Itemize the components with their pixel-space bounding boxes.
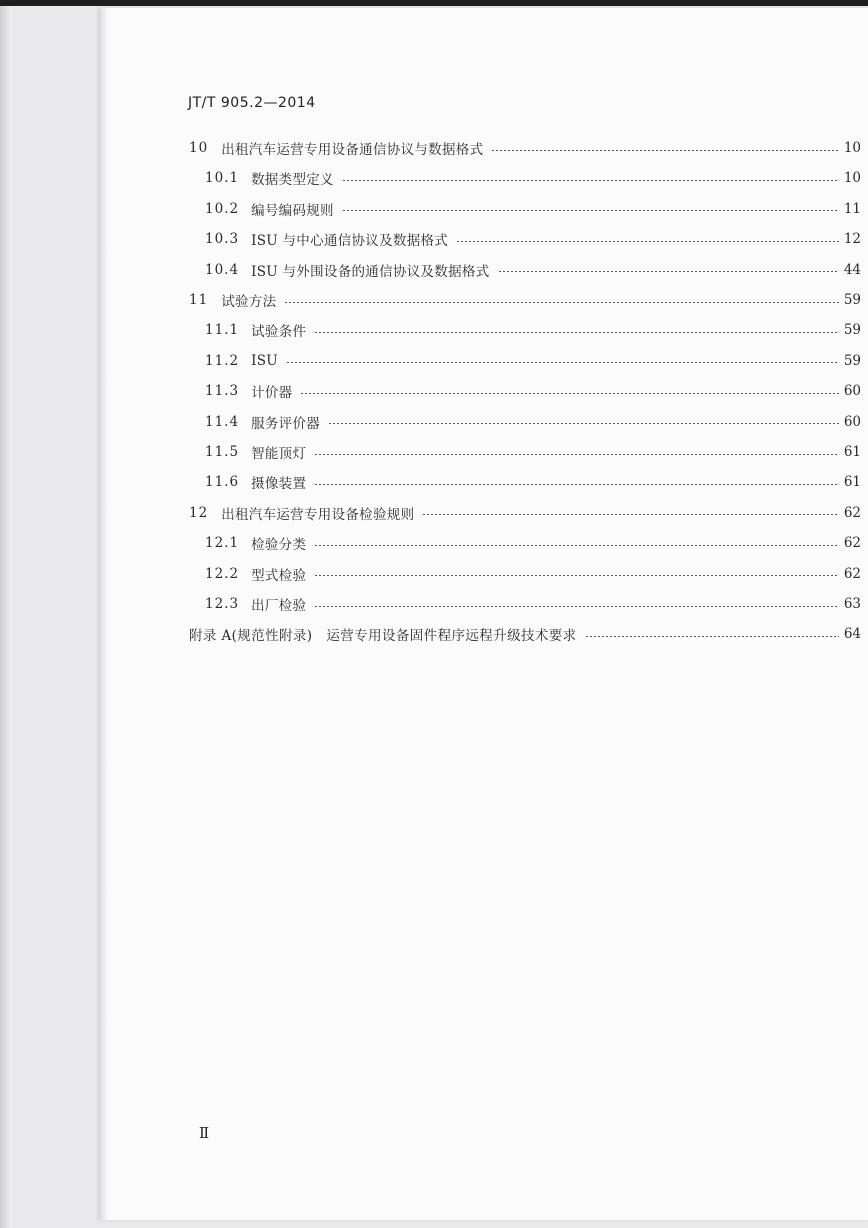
toc-leader-dots xyxy=(314,484,839,485)
toc-entry[interactable] xyxy=(0,619,868,649)
toc-entry-title: 智能顶灯 xyxy=(251,446,307,462)
toc-entry-title: 摄像装置 xyxy=(251,476,307,493)
toc-entry-title: 试验方法 xyxy=(221,294,277,310)
page-number: Ⅱ xyxy=(199,1124,210,1142)
toc-entry-number: 11.2 xyxy=(205,352,240,369)
toc-entry-number: 10.1 xyxy=(205,170,240,187)
toc-entry-page: 10 xyxy=(843,170,861,187)
scan-top-border xyxy=(0,0,868,6)
toc-leader-dots xyxy=(342,180,839,181)
toc-entry-number: 12.3 xyxy=(205,596,240,612)
toc-leader-dots xyxy=(498,271,839,272)
toc-entry-title: 出厂检验 xyxy=(251,598,307,614)
toc-entry[interactable] xyxy=(0,467,868,497)
toc-entry[interactable] xyxy=(0,559,868,589)
toc-entry-page: 44 xyxy=(843,261,861,278)
toc-leader-dots xyxy=(491,150,839,151)
toc-entry-number: 12.1 xyxy=(205,535,240,552)
toc-entry-number: 11.4 xyxy=(205,413,240,430)
toc-entry-page: 60 xyxy=(843,383,861,400)
toc-entry-number: 11.6 xyxy=(205,474,240,491)
toc-entry-title: ISU 与中心通信协议及数据格式 xyxy=(251,233,449,250)
document-id-header: JT/T 905.2—2014 xyxy=(188,95,316,111)
toc-entry-number: 12 xyxy=(189,504,209,521)
toc-leader-dots xyxy=(314,575,839,576)
toc-entry[interactable] xyxy=(0,194,868,224)
toc-entry-page: 61 xyxy=(843,474,861,491)
toc-entry-title: 出租汽车运营专用设备检验规则 xyxy=(221,506,415,523)
toc-entry-title: 附录 A(规范性附录) 运营专用设备固件程序远程升级技术要求 xyxy=(189,628,577,645)
toc-entry-title: 数据类型定义 xyxy=(251,172,334,189)
toc-entry-page: 60 xyxy=(843,413,861,430)
toc-leader-dots xyxy=(456,241,839,242)
toc-leader-dots xyxy=(422,514,839,515)
toc-entry-page: 59 xyxy=(843,352,861,369)
toc-entry-title: 计价器 xyxy=(251,385,293,402)
toc-leader-dots xyxy=(284,302,839,303)
toc-entry-page: 62 xyxy=(843,565,861,582)
toc-entry-number: 11 xyxy=(189,292,209,308)
toc-entry-page: 62 xyxy=(843,535,861,552)
toc-entry-title: 服务评价器 xyxy=(251,415,321,432)
toc-entry-page: 10 xyxy=(843,140,861,156)
toc-entry[interactable] xyxy=(0,376,868,406)
toc-entry-title: ISU xyxy=(251,352,278,369)
toc-entry-title: 编号编码规则 xyxy=(251,202,334,219)
toc-entry-page: 59 xyxy=(843,292,861,308)
toc-leader-dots xyxy=(314,332,839,333)
toc-entry-number: 11.5 xyxy=(205,444,240,460)
toc-entry-title: 型式检验 xyxy=(251,567,307,584)
toc-entry-number: 10 xyxy=(189,140,209,156)
toc-entry-number: 10.4 xyxy=(205,261,240,278)
toc-leader-dots xyxy=(286,362,839,363)
toc-entry[interactable] xyxy=(0,315,868,345)
toc-leader-dots xyxy=(328,423,839,424)
toc-entry[interactable] xyxy=(0,285,868,315)
toc-entry[interactable] xyxy=(0,589,868,619)
toc-entry[interactable] xyxy=(0,346,868,376)
toc-leader-dots xyxy=(314,454,839,455)
toc-entry-number: 10.2 xyxy=(205,200,240,217)
toc-entry-page: 62 xyxy=(843,504,861,521)
toc-leader-dots xyxy=(314,606,839,607)
toc-entry[interactable] xyxy=(0,437,868,467)
toc-entry-page: 11 xyxy=(843,200,861,217)
toc-entry[interactable] xyxy=(0,133,868,163)
toc-entry-page: 61 xyxy=(843,444,861,460)
toc-entry[interactable] xyxy=(0,163,868,193)
toc-entry-page: 64 xyxy=(843,626,861,643)
toc-entry-number: 12.2 xyxy=(205,565,240,582)
toc-entry-page: 59 xyxy=(843,322,861,339)
toc-entry[interactable] xyxy=(0,255,868,285)
toc-entry[interactable] xyxy=(0,407,868,437)
toc-entry[interactable] xyxy=(0,528,868,558)
toc-leader-dots xyxy=(585,636,839,637)
toc-leader-dots xyxy=(300,393,839,394)
toc-entry-title: 出租汽车运营专用设备通信协议与数据格式 xyxy=(221,142,484,158)
toc-entry-page: 63 xyxy=(843,596,861,612)
toc-entry-title: ISU 与外围设备的通信协议及数据格式 xyxy=(251,263,490,280)
toc-entry-number: 10.3 xyxy=(205,231,240,248)
toc-leader-dots xyxy=(314,545,839,546)
toc-leader-dots xyxy=(342,210,839,211)
toc-entry-number: 11.3 xyxy=(205,383,240,400)
toc-entry-title: 检验分类 xyxy=(251,537,307,554)
toc-entry[interactable] xyxy=(0,224,868,254)
toc-entry[interactable] xyxy=(0,498,868,528)
toc-entry-number: 11.1 xyxy=(205,322,240,339)
toc-entry-page: 12 xyxy=(843,231,861,248)
toc-entry-title: 试验条件 xyxy=(251,324,307,341)
